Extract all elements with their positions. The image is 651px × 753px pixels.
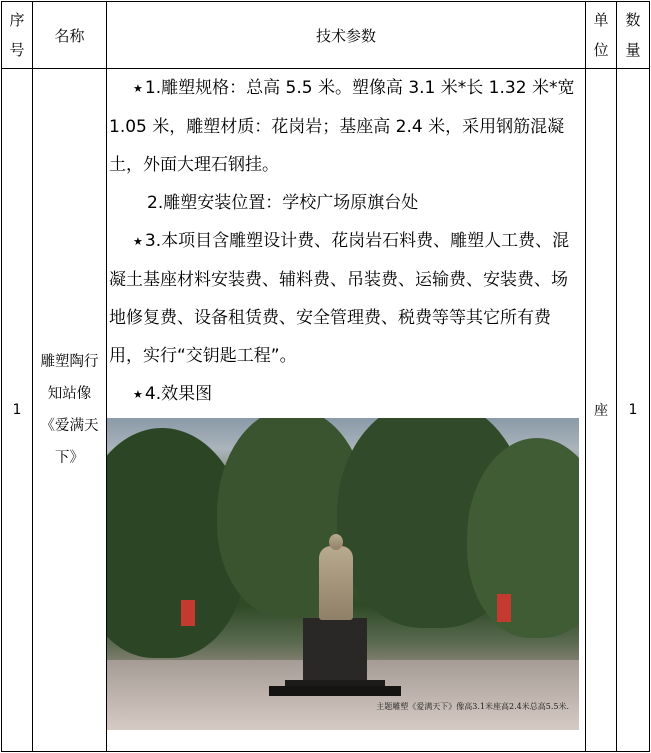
tech-text-4: 4.效果图 — [144, 384, 213, 404]
row-name — [33, 69, 107, 752]
tech-text-1: 1.雕塑规格：总高 5.5 米。塑像高 3.1 米*长 1.32 米*宽 1.05 米，雕塑材质：花岗岩；基座高 2.4 米，采用钢筋混凝土，外面大理石钢挂。 — [109, 78, 575, 175]
banner-right — [497, 594, 511, 622]
header-qty-char-1: 数 — [625, 11, 641, 29]
spec-table — [1, 1, 650, 752]
star-icon: ★ — [133, 388, 143, 401]
header-unit-char-2: 位 — [593, 41, 609, 59]
tech-paragraph-1 — [107, 69, 585, 184]
row-name-line-2: 知站像 — [47, 386, 92, 402]
table-row — [2, 69, 650, 752]
row-name-line-3: 《爱满天 — [40, 418, 99, 434]
row-name-line-4: 下》 — [55, 450, 84, 466]
star-icon: ★ — [133, 82, 143, 95]
header-unit-char-1: 单 — [593, 11, 609, 29]
star-icon: ★ — [133, 235, 143, 248]
header-qty-char-2: 量 — [625, 41, 641, 59]
header-qty — [617, 2, 650, 69]
tech-paragraph-4 — [107, 375, 585, 414]
photo-caption: 主题雕塑《爱满天下》像高3.1米座高2.4米总高5.5米. — [376, 702, 569, 711]
header-name: 名称 — [33, 2, 107, 69]
row-name-line-1: 雕塑陶行 — [40, 354, 99, 370]
banner-left — [181, 600, 195, 626]
header-index — [2, 2, 33, 69]
statue-figure — [319, 546, 353, 620]
header-index-char-2: 号 — [9, 41, 25, 59]
header-row — [2, 2, 650, 69]
row-qty: 1 — [617, 69, 650, 752]
header-index-char-1: 序 — [9, 11, 25, 29]
statue-plinth — [303, 618, 367, 684]
row-tech — [107, 69, 586, 752]
tech-text-3: 3.本项目含雕塑设计费、花岗岩石料费、雕塑人工费、混凝土基座材料安装费、辅料费、吊装费、运输费、安装费、场地修复费、设备租赁费、安全管理费、税费等等其它所有费用，实行“交钥匙工程”。 — [109, 231, 570, 366]
row-index: 1 — [2, 69, 33, 752]
effect-photo — [107, 418, 579, 730]
tech-paragraph-3 — [107, 222, 585, 375]
header-unit — [586, 2, 617, 69]
row-unit: 座 — [586, 69, 617, 752]
tech-paragraph-2: 2.雕塑安装位置：学校广场原旗台处 — [147, 193, 419, 213]
statue-head — [329, 534, 343, 550]
header-tech: 技术参数 — [107, 2, 586, 69]
